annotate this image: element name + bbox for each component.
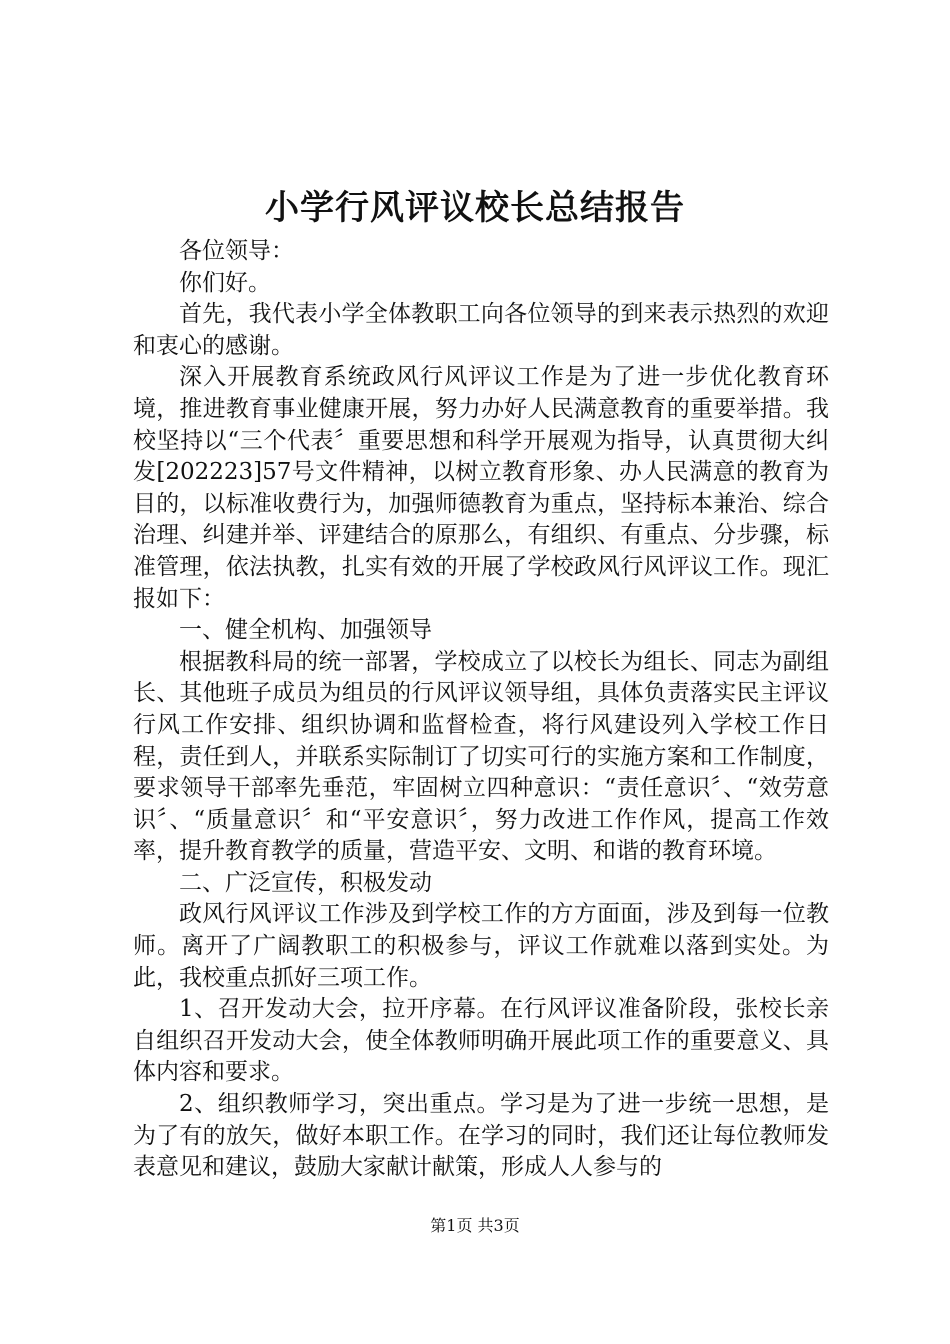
paragraph: 政风行风评议工作涉及到学校工作的方方面面，涉及到每一位教师。离开了广阔教职工的积极参与，评议工作就难以落到实处。为此，我校重点抓好三项工作。 [133, 901, 829, 991]
paragraph: 根据教科局的统一部署，学校成立了以校长为组长、同志为副组长、其他班子成员为组员的行风评议领导组，具体负责落实民主评议行风工作安排、组织协调和监督检查，将行风建设列入学校工作日程，责任到人，并联系实际制订了切实可行的实施方案和工作制度，要求领导干部率先垂范，牢固树立四种意识：“责任意识〞、“效劳意识〞、“质量意识〞和“平安意识〞，努力改进工作作风，提高工作效率，提升教育教学的质量，营造平安、文明、和谐的教育环境。 [133, 648, 829, 865]
paragraph: 2、组织教师学习，突出重点。学习是为了进一步统一思想，是为了有的放矢，做好本职工作。在学习的同时，我们还让每位教师发表意见和建议，鼓励大家献计献策，形成人人参与的 [133, 1091, 829, 1181]
paragraph: 深入开展教育系统政风行风评议工作是为了进一步优化教育环境，推进教育事业健康开展，努力办好人民满意教育的重要举措。我校坚持以“三个代表〞重要思想和科学开展观为指导，认真贯彻大纠发[202223]57号文件精神，以树立教育形象、办人民满意的教育为目的，以标准收费行为，加强师德教育为重点，坚持标本兼治、综合治理、纠建并举、评建结合的原那么，有组织、有重点、分步骤，标准管理，依法执教，扎实有效的开展了学校政风行风评议工作。现汇报如下： [133, 364, 829, 612]
paragraph: 首先，我代表小学全体教职工向各位领导的到来表示热烈的欢迎和衷心的感谢。 [133, 301, 829, 359]
section-heading: 二、广泛宣传，积极发动 [179, 869, 432, 896]
document-body [133, 236, 829, 1184]
paragraph: 1、召开发动大会，拉开序幕。在行风评议准备阶段，张校长亲自组织召开发动大会，使全体教师明确开展此项工作的重要意义、具体内容和要求。 [133, 996, 829, 1086]
document-title: 小学行风评议校长总结报告 [265, 188, 685, 228]
paragraph-greeting: 你们好。 [179, 269, 271, 296]
page-footer: 第1页 共3页 [430, 1216, 520, 1235]
paragraph-salutation: 各位领导： [179, 238, 294, 264]
section-heading: 一、健全机构、加强领导 [179, 617, 432, 644]
